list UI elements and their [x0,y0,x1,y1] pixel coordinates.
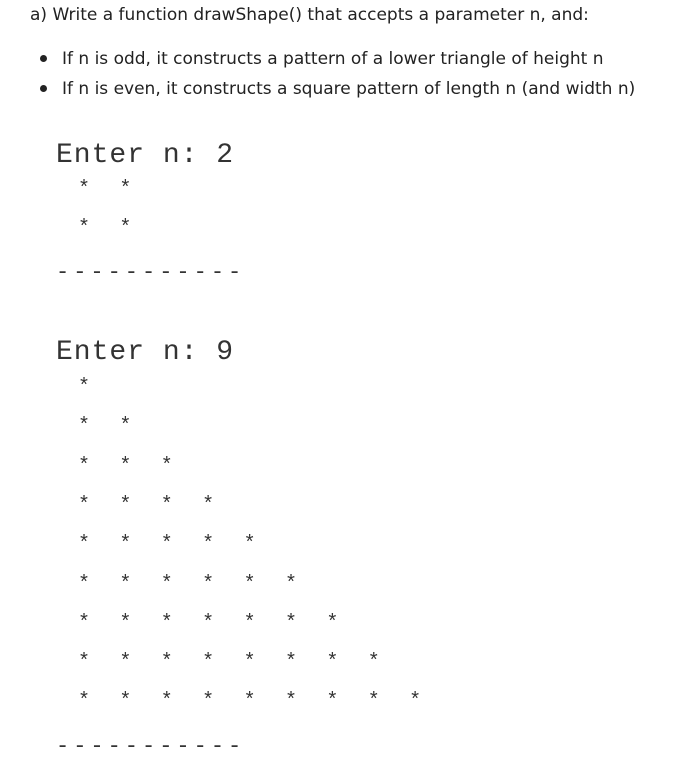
star-mark: * [78,690,91,714]
star-mark: * [243,611,256,635]
pattern-row [78,177,161,203]
odd-condition-text: If n is odd, it constructs a pattern of a lower triangle of height n [62,49,604,69]
pattern-row [78,572,326,598]
condition-list [40,48,635,108]
star-mark: * [119,572,132,596]
star-mark: * [326,611,339,635]
pattern-row [78,532,285,558]
star-mark: * [160,572,173,596]
list-item [40,78,635,108]
star-mark: * [202,651,215,675]
output-separator: ----------- [56,260,246,285]
star-mark: * [78,533,91,557]
star-mark: * [284,690,297,714]
star-mark: * [160,533,173,557]
star-mark: * [160,493,173,517]
star-mark: * [202,572,215,596]
even-condition-text: If n is even, it constructs a square pattern of length n (and width n) [62,79,636,99]
star-mark: * [243,533,256,557]
star-mark: * [160,611,173,635]
example-prompt: Enter n: 2 [56,140,235,171]
star-mark: * [78,651,91,675]
star-mark: * [78,415,91,439]
star-mark: * [78,611,91,635]
star-mark: * [119,690,132,714]
star-mark: * [284,651,297,675]
bullet-icon [40,55,47,62]
star-mark: * [119,493,132,517]
star-mark: * [284,572,297,596]
star-mark: * [119,611,132,635]
list-item [40,48,635,78]
bullet-icon [40,85,47,92]
star-mark: * [119,178,132,201]
star-mark: * [160,454,173,478]
star-mark: * [119,651,132,675]
star-mark: * [160,690,173,714]
pattern-row [78,689,451,715]
star-mark: * [78,454,91,478]
pattern-row [78,454,202,480]
star-mark: * [326,690,339,714]
star-mark: * [202,493,215,517]
star-mark: * [160,651,173,675]
pattern-row [78,375,119,401]
star-mark: * [367,651,380,675]
star-mark: * [119,454,132,478]
star-mark: * [78,216,91,240]
star-mark: * [202,611,215,635]
star-mark: * [367,690,380,714]
star-mark: * [78,178,91,201]
star-mark: * [78,493,91,517]
star-mark: * [78,376,91,399]
output-separator: ----------- [56,734,246,759]
star-mark: * [284,611,297,635]
pattern-row [78,611,368,637]
example-prompt: Enter n: 9 [56,337,235,368]
pattern-row [78,216,161,242]
star-mark: * [409,690,422,714]
pattern-row [78,493,244,519]
star-mark: * [78,572,91,596]
star-mark: * [243,690,256,714]
star-mark: * [119,533,132,557]
star-mark: * [326,651,339,675]
pattern-row [78,414,161,440]
pattern-row [78,650,409,676]
star-mark: * [119,216,132,240]
star-mark: * [202,690,215,714]
star-mark: * [243,651,256,675]
question-heading: a) Write a function drawShape() that accepts a parameter n, and: [30,5,589,25]
star-mark: * [243,572,256,596]
star-mark: * [202,533,215,557]
star-mark: * [119,415,132,439]
